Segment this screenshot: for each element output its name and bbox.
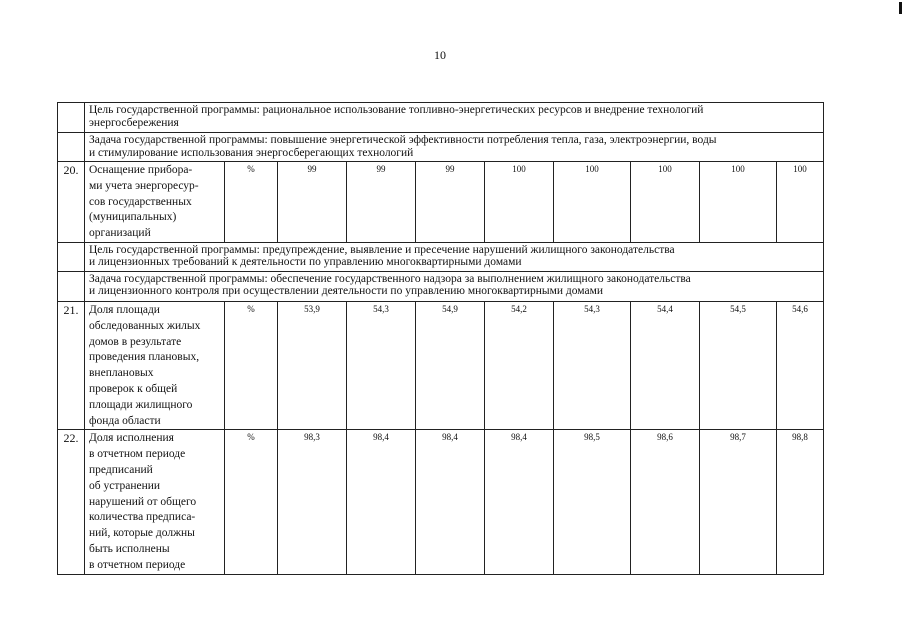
value-cell: 98,4 [347, 430, 416, 574]
value-cell: 54,6 [777, 301, 824, 429]
value-cell: 99 [278, 162, 347, 243]
page-number: 10 [434, 48, 446, 62]
goal-line: и лицензионных требований к деятельности по управлению многоквартирными домами [89, 256, 522, 269]
task-cell [85, 271, 824, 301]
task-line: и стимулирование использования энергосберегающих технологий [89, 146, 414, 159]
goal-line: Цель государственной программы: предупреждение, выявление и пресечение нарушений жилищного законодательства [89, 243, 675, 256]
goal-cell [85, 242, 824, 271]
value-cell: 99 [416, 162, 485, 243]
value-cell: 98,4 [485, 430, 554, 574]
table-row [58, 430, 824, 574]
indicator-name: Доля площади обследованных жилых домов в результате проведения плановых, внеплановых проверок к общей площади жилищного фонда области [85, 301, 225, 429]
task-row [58, 133, 824, 162]
unit-cell: % [225, 301, 278, 429]
goal-cell [85, 103, 824, 133]
unit-cell: % [225, 430, 278, 574]
task-line: Задача государственной программы: обеспечение государственного надзора за выполнением жилищного законодательства [89, 272, 691, 285]
task-line: и лицензионного контроля при осуществлении деятельности по управлению многоквартирными домами [89, 285, 604, 298]
unit-cell: % [225, 162, 278, 243]
goal-line: энергосбережения [89, 116, 179, 129]
value-cell: 98,8 [777, 430, 824, 574]
value-cell: 100 [631, 162, 700, 243]
task-row [58, 271, 824, 301]
value-cell: 98,5 [554, 430, 631, 574]
value-cell: 54,3 [347, 301, 416, 429]
row-num-cell [58, 242, 85, 271]
value-cell: 99 [347, 162, 416, 243]
row-num-cell [58, 271, 85, 301]
table-row [58, 162, 824, 243]
value-cell: 54,5 [700, 301, 777, 429]
value-cell: 98,7 [700, 430, 777, 574]
row-number: 21. [58, 301, 85, 429]
value-cell: 100 [777, 162, 824, 243]
row-number: 22. [58, 430, 85, 574]
value-cell: 54,9 [416, 301, 485, 429]
goal-line: Цель государственной программы: рациональное использование топливно-энергетических ресурсов и внедрение технологий [89, 104, 704, 116]
value-cell: 100 [485, 162, 554, 243]
row-num-cell [58, 103, 85, 133]
row-num-cell [58, 133, 85, 162]
row-number: 20. [58, 162, 85, 243]
value-cell: 54,3 [554, 301, 631, 429]
indicators-table [57, 102, 824, 575]
value-cell: 100 [554, 162, 631, 243]
value-cell: 98,4 [416, 430, 485, 574]
corner-mark [899, 2, 902, 14]
task-cell [85, 133, 824, 162]
value-cell: 98,6 [631, 430, 700, 574]
goal-row [58, 242, 824, 271]
table-row [58, 301, 824, 429]
value-cell: 100 [700, 162, 777, 243]
value-cell: 53,9 [278, 301, 347, 429]
value-cell: 54,4 [631, 301, 700, 429]
indicator-name: Доля исполнения в отчетном периоде предписаний об устранении нарушений от общего количества предписа- ний, которые должны быть исполнены в отчетном периоде [85, 430, 225, 574]
value-cell: 98,3 [278, 430, 347, 574]
task-line: Задача государственной программы: повышение энергетической эффективности потребления тепла, газа, электроэнергии, воды [89, 134, 717, 146]
indicator-name: Оснащение прибора- ми учета энергоресур- сов государственных (муниципальных) организаций [85, 162, 225, 243]
value-cell: 54,2 [485, 301, 554, 429]
goal-row [58, 103, 824, 133]
